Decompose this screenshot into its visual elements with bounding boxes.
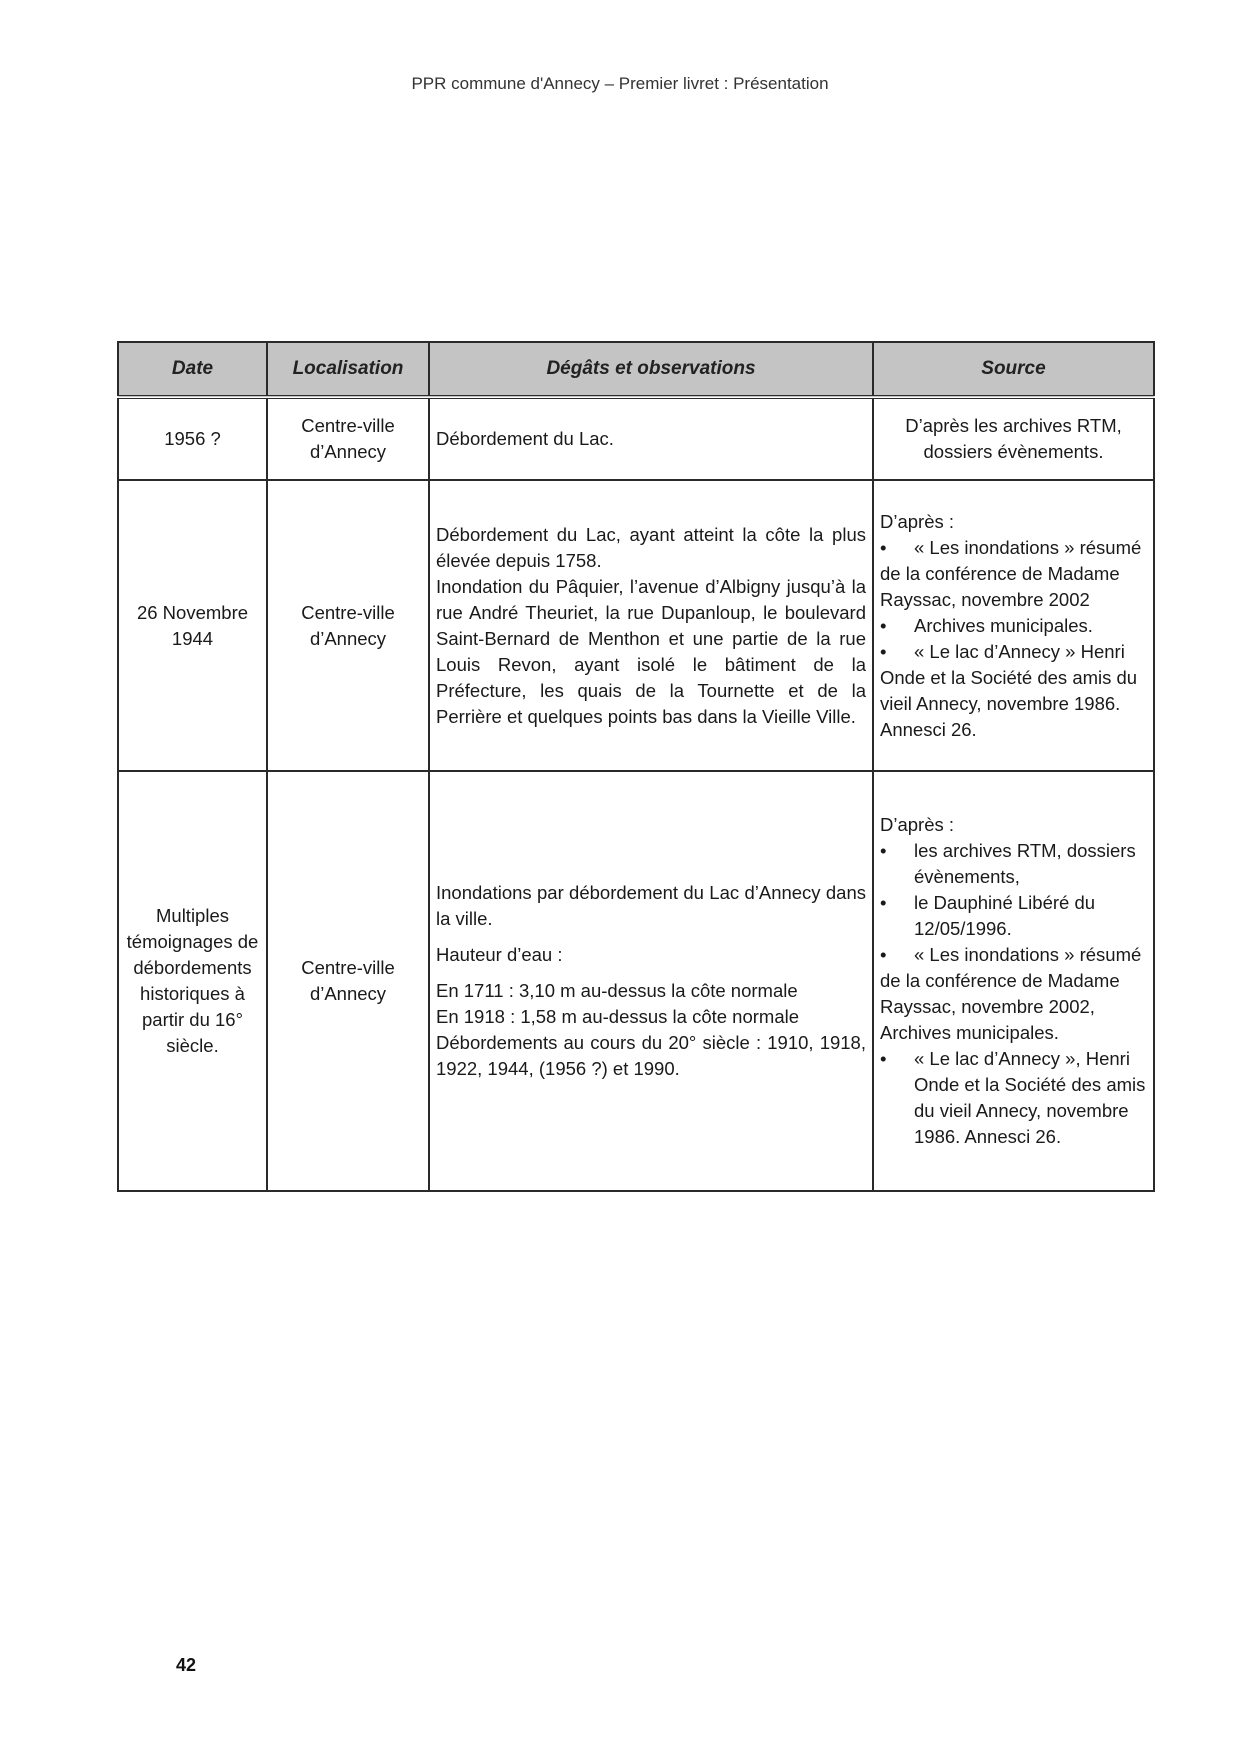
bullet-icon: •	[880, 892, 887, 913]
cell-observations	[429, 397, 873, 480]
source-item: • les archives RTM, dossiers évènements,	[880, 840, 1136, 887]
table-row	[118, 771, 1154, 1191]
observation-text: Débordements au cours du 20° siècle : 1910, 1918, 1922, 1944, (1956 ?) et 1990.	[436, 1032, 866, 1079]
observation-text: Inondations par débordement du Lac d’Annecy dans la ville.	[436, 882, 866, 929]
bullet-icon: •	[880, 1048, 887, 1069]
page-number: 42	[176, 1655, 197, 1675]
cell-source	[873, 480, 1154, 771]
column-header-source: Source	[873, 342, 1154, 397]
source-item: • « Le lac d’Annecy » Henri Onde et la Société des amis du vieil Annecy, novembre 1986. Annesci 26.	[880, 640, 1138, 740]
cell-source	[873, 771, 1154, 1191]
source-intro: D’après :	[880, 814, 955, 835]
source-item: • « Les inondations » résumé de la conférence de Madame Rayssac, novembre 2002	[880, 536, 1142, 610]
cell-location: Centre-ville d’Annecy	[267, 771, 429, 1191]
source-item: • le Dauphiné Libéré du 12/05/1996.	[880, 892, 1096, 939]
source-item: • « Les inondations » résumé de la conférence de Madame Rayssac, novembre 2002, Archives municipales.	[880, 944, 1142, 1043]
bullet-icon: •	[880, 614, 887, 636]
bullet-icon: •	[880, 840, 887, 861]
cell-location: Centre-ville d’Annecy	[267, 480, 429, 771]
observation-text: Débordement du Lac, ayant atteint la côte la plus élevée depuis 1758.	[436, 523, 866, 571]
table-header-row	[118, 342, 1154, 397]
running-header: PPR commune d'Annecy – Premier livret : Présentation	[411, 74, 829, 93]
bullet-icon: •	[880, 536, 887, 558]
source-item: • Archives municipales.	[880, 613, 1147, 639]
observation-text: En 1918 : 1,58 m au-dessus la côte normale	[436, 1006, 800, 1027]
cell-date: 26 Novembre 1944	[118, 480, 267, 771]
observation-text: En 1711 : 3,10 m au-dessus la côte normale	[436, 980, 798, 1001]
observation-text: Inondation du Pâquier, l’avenue d’Albigny jusqu’à la rue André Theuriet, la rue Dupanloup, le boulevard Saint-Bernard de Menthon et une partie de la rue Louis Revon, ayant isolé le bâtiment de la Préfecture, les quais de la Tournette et de la Perrière et quelques points bas dans la Vieille Ville.	[436, 575, 866, 727]
cell-location: Centre-ville d’Annecy	[267, 397, 429, 480]
column-header-location: Localisation	[267, 342, 429, 397]
flood-events-table	[117, 341, 1155, 1192]
source-item: • « Le lac d’Annecy », Henri Onde et la Société des amis du vieil Annecy, novembre 1986. Annesci 26.	[880, 1048, 1146, 1147]
observation-text: Hauteur d’eau :	[436, 944, 563, 965]
source-list	[880, 535, 1147, 743]
column-header-observations: Dégâts et observations	[429, 342, 873, 397]
cell-observations	[429, 771, 873, 1191]
column-header-date: Date	[118, 342, 267, 397]
cell-date: Multiples témoignages de débordements historiques à partir du 16° siècle.	[118, 771, 267, 1191]
source-list	[880, 838, 1147, 1150]
bullet-icon: •	[880, 640, 887, 662]
cell-observations	[429, 480, 873, 771]
observation-text: Débordement du Lac.	[436, 428, 614, 449]
table-row	[118, 397, 1154, 480]
source-intro: D’après :	[880, 510, 955, 532]
table-row	[118, 480, 1154, 771]
cell-source: D’après les archives RTM, dossiers évènements.	[873, 397, 1154, 480]
bullet-icon: •	[880, 944, 887, 965]
cell-date: 1956 ?	[118, 397, 267, 480]
